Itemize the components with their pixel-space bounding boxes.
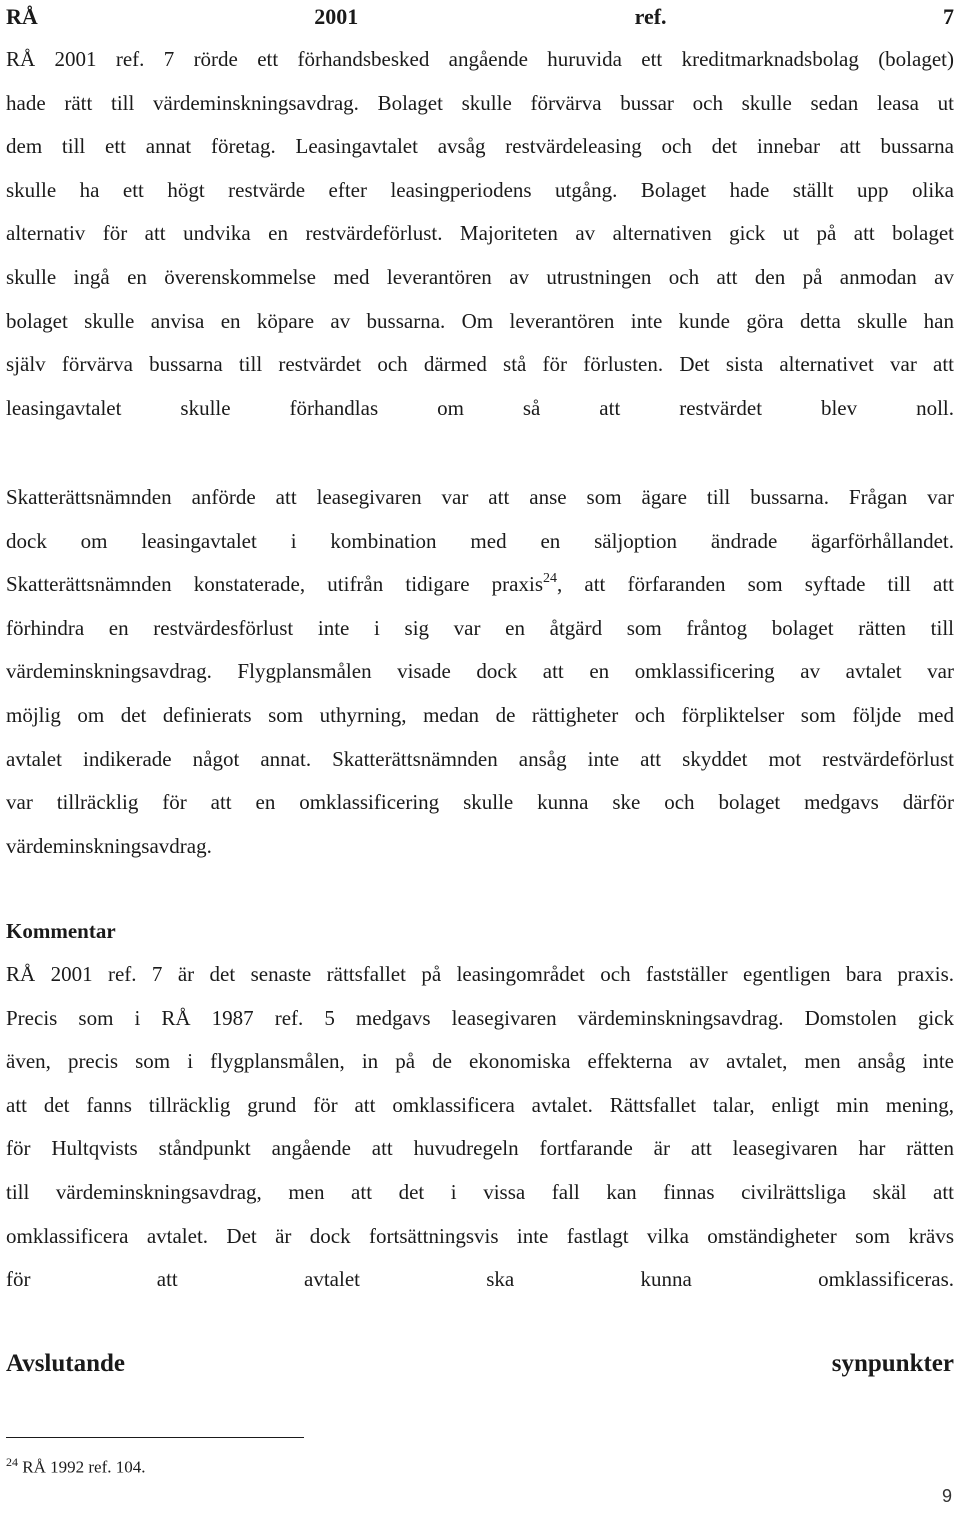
- footnote-reference[interactable]: 24: [543, 571, 557, 587]
- case-heading-word: RÅ: [6, 4, 38, 29]
- case-heading-word: 2001: [314, 4, 359, 29]
- court-reasoning-paragraph: [6, 476, 954, 868]
- page-number: 9: [941, 1486, 952, 1506]
- text-line: omklassificera avtalet. Det är dock fortsättningsvis inte fastlagt vilka omständigheter som krävs: [6, 1223, 954, 1248]
- text-line: skulle ha ett högt restvärde efter leasingperiodens utgång. Bolaget hade ställt upp olika: [6, 177, 954, 202]
- comment-heading: Kommentar: [6, 919, 116, 943]
- case-heading-word: 7: [942, 4, 954, 29]
- text-line: förhindra en restvärdesförlust inte i sig var en åtgärd som fråntog bolaget rätten till: [6, 615, 954, 640]
- footnote-divider: [6, 1437, 304, 1438]
- text-line: skulle ingå en överenskommelse med leverantören av utrustningen och att den på anmodan av: [6, 264, 954, 289]
- section-heading: [6, 1350, 954, 1378]
- text-line-with-footnote-ref: [6, 563, 954, 607]
- text-line: RÅ 2001 ref. 7 är det senaste rättsfallet på leasingområdet och fastställer egentligen bara praxis.: [6, 962, 954, 986]
- text-line: var tillräcklig för att en omklassificering skulle kunna ske och bolaget medgavs därför: [6, 790, 954, 815]
- comment-paragraph: [6, 953, 954, 1302]
- text-line: leasingavtalet skulle förhandlas om så att restvärdet blev noll.: [6, 395, 954, 420]
- text-fragment: , att förfaranden som syftade till att: [557, 572, 954, 597]
- text-line: dem till ett annat företag. Leasingavtalet avsåg restvärdeleasing och det innebar att bussarna: [6, 134, 954, 159]
- case-summary-paragraph: [6, 38, 954, 430]
- text-line: dock om leasingavtalet i kombination med en säljoption ändrade ägarförhållandet.: [6, 528, 954, 553]
- text-line: att det fanns tillräcklig grund för att omklassificera avtalet. Rättsfallet talar, enligt min mening,: [6, 1092, 954, 1117]
- section-heading-word: Avslutande: [6, 1350, 126, 1377]
- text-line: värdeminskningsavdrag.: [6, 833, 212, 858]
- text-line: värdeminskningsavdrag. Flygplansmålen visade dock att en omklassificering av avtalet var: [6, 659, 954, 684]
- text-line: hade rätt till värdeminskningsavdrag. Bolaget skulle förvärva bussar och skulle sedan leasa ut: [6, 90, 954, 115]
- footnote-number: 24: [6, 1455, 18, 1469]
- text-fragment: Skatterättsnämnden konstaterade, utifrån tidigare praxis: [6, 572, 543, 597]
- text-line: avtalet indikerade något annat. Skatterättsnämnden ansåg inte att skyddet mot restvärdeförlust: [6, 746, 954, 771]
- text-line: för Hultqvists ståndpunkt angående att huvudregeln fortfarande är att leasegivaren har rätten: [6, 1136, 954, 1161]
- case-heading-word: ref.: [634, 4, 667, 29]
- text-line: även, precis som i flygplansmålen, in på de ekonomiska effekterna av avtalet, men ansåg inte: [6, 1049, 954, 1074]
- footnote: [6, 1450, 145, 1480]
- footnote-text: RÅ 1992 ref. 104.: [22, 1457, 146, 1477]
- section-heading-word: synpunkter: [831, 1350, 954, 1377]
- text-line: för att avtalet ska kunna omklassificeras.: [6, 1267, 954, 1292]
- text-line: Precis som i RÅ 1987 ref. 5 medgavs leasegivaren värdeminskningsavdrag. Domstolen gick: [6, 1005, 954, 1030]
- text-line: bolaget skulle anvisa en köpare av bussarna. Om leverantören inte kunde göra detta skulle han: [6, 308, 954, 333]
- text-line: till värdeminskningsavdrag, men att det i vissa fall kan finnas civilrättsliga skäl att: [6, 1179, 954, 1204]
- text-line: möjlig om det definierats som uthyrning, medan de rättigheter och förpliktelser som följde med: [6, 702, 954, 727]
- case-heading: [6, 4, 954, 30]
- text-line: alternativ för att undvika en restvärdeförlust. Majoriteten av alternativen gick ut på att bolaget: [6, 221, 954, 246]
- text-line: RÅ 2001 ref. 7 rörde ett förhandsbesked angående huruvida ett kreditmarknadsbolag (bolaget): [6, 47, 954, 71]
- text-line: själv förvärva bussarna till restvärdet och därmed stå för förlusten. Det sista alternativet var att: [6, 352, 954, 377]
- text-line: Skatterättsnämnden anförde att leasegivaren var att anse som ägare till bussarna. Frågan var: [6, 485, 954, 509]
